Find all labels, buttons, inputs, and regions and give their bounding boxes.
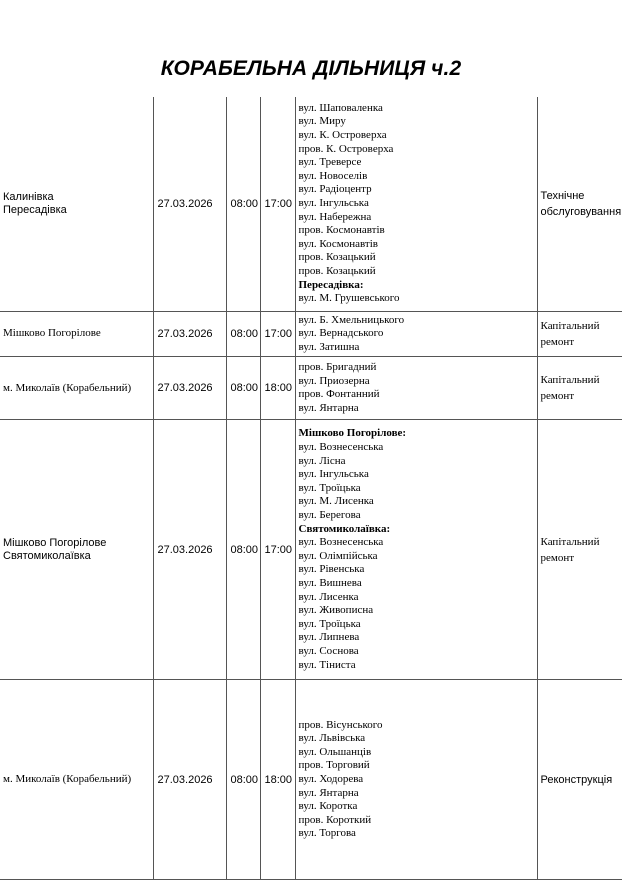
table-row [0, 97, 622, 311]
street-item: пров. Бригадний [299, 361, 537, 375]
end-time-cell: 17:00 [260, 420, 295, 680]
street-item: вул. Янтарна [299, 402, 537, 416]
settlement-name: Мішково Погорілове [0, 327, 153, 340]
street-item: вул. Набережна [299, 211, 537, 225]
street-item: пров. Космонавтів [299, 224, 537, 238]
street-item: вул. Інгульська [299, 468, 537, 482]
street-item: пров. Фонтанний [299, 388, 537, 402]
work-type-text: Реконструкція [538, 772, 622, 788]
work-type-text: Капітальний [538, 534, 622, 550]
table-row [0, 680, 622, 880]
end-time-cell: 17:00 [260, 311, 295, 357]
end-time-cell: 18:00 [260, 357, 295, 420]
settlement-cell [0, 680, 153, 880]
streets-cell [295, 97, 537, 311]
page-title: КОРАБЕЛЬНА ДІЛЬНИЦЯ ч.2 [0, 57, 622, 81]
start-time-cell: 08:00 [226, 680, 260, 880]
street-item: вул. К. Островерха [299, 129, 537, 143]
street-item: вул. Б. Хмельницького [299, 314, 537, 328]
work-type-cell [537, 420, 622, 680]
street-item: вул. Вернадського [299, 327, 537, 341]
street-item: вул. Коротка [299, 800, 537, 814]
street-item: вул. Шаповаленка [299, 102, 537, 116]
locality-heading: Пересадівка: [299, 279, 537, 293]
street-item: пров. Короткий [299, 814, 537, 828]
street-item: вул. Вишнева [299, 577, 537, 591]
street-item: вул. Соснова [299, 645, 537, 659]
street-item: вул. Львівська [299, 732, 537, 746]
street-item: вул. Берегова [299, 509, 537, 523]
street-item: вул. Вознесенська [299, 441, 537, 455]
work-type-text: Технічне [538, 188, 622, 204]
street-item: пров. Козацький [299, 251, 537, 265]
street-item: вул. Затишна [299, 341, 537, 355]
work-type-cell [537, 357, 622, 420]
street-item: вул. Приозерна [299, 375, 537, 389]
settlement-name: м. Миколаїв (Корабельний) [0, 382, 153, 395]
settlement-name: Пересадівка [0, 204, 153, 217]
settlement-cell [0, 420, 153, 680]
streets-cell [295, 311, 537, 357]
work-type-text: Капітальний [538, 318, 622, 334]
street-item: вул. Янтарна [299, 787, 537, 801]
street-item: вул. Ольшанців [299, 746, 537, 760]
end-time-cell: 18:00 [260, 680, 295, 880]
street-item: вул. М. Грушевського [299, 292, 537, 306]
street-item: пров. Вісунського [299, 719, 537, 733]
street-item: вул. Миру [299, 115, 537, 129]
work-type-text: ремонт [538, 388, 622, 404]
street-item: вул. Липнева [299, 631, 537, 645]
street-item: вул. Треверсе [299, 156, 537, 170]
start-time-cell: 08:00 [226, 357, 260, 420]
street-item: вул. Олімпійська [299, 550, 537, 564]
work-type-cell [537, 97, 622, 311]
start-time-cell: 08:00 [226, 420, 260, 680]
table-row [0, 420, 622, 680]
work-type-cell [537, 311, 622, 357]
street-item: пров. К. Островерха [299, 143, 537, 157]
date-cell: 27.03.2026 [153, 420, 226, 680]
date-cell: 27.03.2026 [153, 97, 226, 311]
work-type-cell [537, 680, 622, 880]
street-item: вул. Торгова [299, 827, 537, 841]
street-item: вул. Лисенка [299, 591, 537, 605]
date-cell: 27.03.2026 [153, 680, 226, 880]
table-row [0, 357, 622, 420]
work-type-text: Капітальний [538, 372, 622, 388]
street-item: вул. Космонавтів [299, 238, 537, 252]
end-time-cell: 17:00 [260, 97, 295, 311]
streets-cell [295, 420, 537, 680]
work-type-text: ремонт [538, 334, 622, 350]
street-item: вул. Радіоцентр [299, 183, 537, 197]
settlement-cell [0, 311, 153, 357]
table-row [0, 311, 622, 357]
street-item: вул. Новоселів [299, 170, 537, 184]
work-type-text: ремонт [538, 550, 622, 566]
settlement-name: Святомиколаївка [0, 550, 153, 563]
street-item: вул. Тіниста [299, 659, 537, 673]
date-cell: 27.03.2026 [153, 357, 226, 420]
street-item: вул. Живописна [299, 604, 537, 618]
street-item: вул. Ходорева [299, 773, 537, 787]
street-item: вул. Інгульська [299, 197, 537, 211]
street-item: вул. Лісна [299, 455, 537, 469]
start-time-cell: 08:00 [226, 311, 260, 357]
street-item: пров. Козацький [299, 265, 537, 279]
settlement-name: Калинівка [0, 191, 153, 204]
settlement-name: Мішково Погорілове [0, 537, 153, 550]
settlement-cell [0, 97, 153, 311]
locality-heading: Мішково Погорілове: [299, 427, 537, 441]
outage-schedule-table [0, 97, 622, 880]
work-type-text: обслуговування [538, 204, 622, 220]
street-item: вул. Троїцька [299, 482, 537, 496]
street-item: пров. Торговий [299, 759, 537, 773]
street-item: вул. Вознесенська [299, 536, 537, 550]
street-item: вул. Троїцька [299, 618, 537, 632]
start-time-cell: 08:00 [226, 97, 260, 311]
streets-cell [295, 680, 537, 880]
settlement-name: м. Миколаїв (Корабельний) [0, 773, 153, 786]
streets-cell [295, 357, 537, 420]
date-cell: 27.03.2026 [153, 311, 226, 357]
locality-heading: Святомиколаївка: [299, 523, 537, 537]
settlement-cell [0, 357, 153, 420]
street-item: вул. М. Лисенка [299, 495, 537, 509]
street-item: вул. Рівенська [299, 563, 537, 577]
